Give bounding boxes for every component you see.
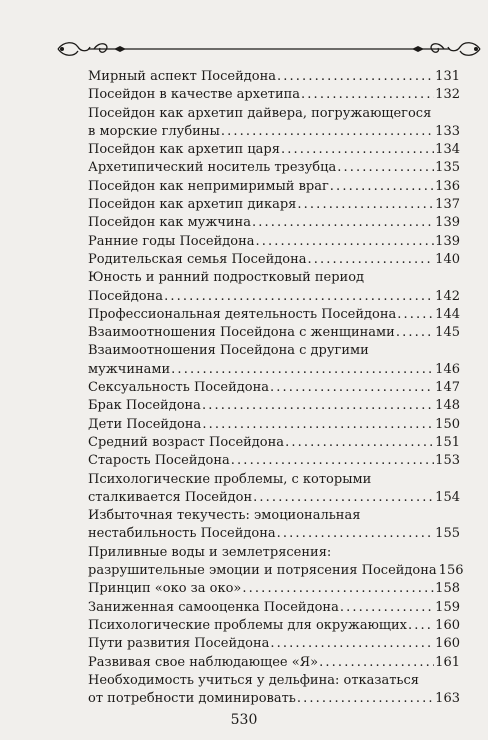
toc-page-number: 133 [435,123,460,139]
toc-page-number: 131 [435,69,460,84]
toc-entry-title: Посейдона [88,288,164,304]
toc-entry [88,434,460,452]
dot-leader [277,525,435,543]
toc-entry-line [88,361,460,379]
dot-leader [337,159,434,177]
toc-entry-line [88,654,460,672]
dot-leader [396,324,434,342]
toc-entry-line [88,178,460,196]
toc-entry [88,233,460,251]
toc-entry [88,105,460,142]
dot-leader [285,434,434,452]
toc-page-number: 139 [435,233,460,249]
toc-entry-title: Средний возраст Посейдона [88,434,285,450]
toc-entry-line [88,269,460,287]
toc-entry-line [88,507,460,525]
toc-entry-title: нестабильность Посейдона [88,526,276,542]
dot-leader [202,416,434,434]
toc-page-number: 154 [435,489,460,505]
dot-leader [281,141,434,159]
toc-entry-title: Развивая свое наблюдающее «Я» [88,654,319,670]
toc-entry-title: Избыточная текучесть: эмоциональная [88,508,361,524]
dot-leader [252,214,434,232]
toc-entry-title: в морские глубины [88,123,220,139]
dot-leader [256,233,435,251]
dot-leader [202,397,434,415]
toc-entry [88,178,460,196]
toc-entry [88,306,460,324]
toc-entry-title: от потребности доминировать [88,691,296,707]
toc-entry [88,617,460,635]
toc-entry-line [88,196,460,214]
toc-page-number: 144 [435,306,460,322]
toc-entry-line [88,233,460,251]
toc-entry-title: мужчинами [88,361,171,377]
toc-entry [88,452,460,470]
toc-entry-line [88,342,460,360]
dot-leader [308,251,435,269]
toc-entry-title: Посейдон как мужчина [88,215,251,231]
toc-entry-line [88,159,460,177]
dot-leader [319,654,434,672]
toc-entry-line [88,471,460,489]
dot-leader [231,452,434,470]
dot-leader [270,379,434,397]
toc-entry [88,159,460,177]
toc-entry-line [88,397,460,415]
toc-page-number: 150 [435,416,460,432]
toc-entry-title: Юность и ранний подростковый период [88,270,365,286]
toc-entry-line [88,416,460,434]
toc-page-number: 153 [435,453,460,469]
toc-page-number: 159 [435,599,460,615]
toc-entry-line [88,214,460,232]
toc-page-number: 160 [435,617,460,633]
toc-page-number: 142 [435,288,460,304]
toc-page-number: 136 [435,178,460,194]
toc-page-number: 137 [435,197,460,213]
toc-entry-line [88,86,460,104]
dot-leader [340,599,434,617]
toc-entry-line [88,123,460,141]
dot-leader [330,178,434,196]
dot-leader [253,489,434,507]
toc-entry-title: Мирный аспект Посейдона [88,69,276,84]
toc-entry [88,471,460,508]
dot-leader [297,690,434,708]
toc-entry-line [88,251,460,269]
toc-entry [88,251,460,269]
toc-page-number: 139 [435,215,460,231]
toc-entry-line [88,379,460,397]
toc-entry-title: разрушительные эмоции и потрясения Посейдона [88,563,437,579]
toc-entry [88,635,460,653]
flourish-divider-icon [54,34,484,64]
toc-entry-title: Родительская семья Посейдона [88,251,307,267]
toc-entry-title: Психологические проблемы для окружающих [88,617,407,633]
toc-entry-line [88,306,460,324]
toc-entry-line [88,580,460,598]
toc-page-number: 156 [438,563,464,579]
toc-entry [88,544,464,581]
toc-entry [88,342,460,379]
toc-entry [88,397,460,415]
toc-entry-line [88,617,460,635]
toc-entry-title: Психологические проблемы, с которыми [88,471,372,487]
toc-entry-title: Посейдон в качестве архетипа [88,87,301,103]
toc-entry [88,196,460,214]
toc-page-number: 148 [435,398,460,414]
toc-entry-line [88,489,460,507]
toc-entry-line [88,544,460,562]
toc-page-number: 140 [435,251,460,267]
dot-leader [242,580,434,598]
toc-entry-line [88,141,460,159]
toc-entry [88,416,460,434]
toc-page-number: 151 [435,434,460,450]
toc-entry-title: Старость Посейдона [88,453,230,469]
toc-entry-title: Приливные воды и землетрясения: [88,544,332,560]
toc-entry-line [88,525,460,543]
toc-entry-line [88,452,460,470]
toc-entry-line [88,562,464,580]
toc-entry-title: Принцип «око за око» [88,581,242,597]
toc-entry [88,599,460,617]
toc-entry [88,269,460,306]
toc-entry [88,324,460,342]
toc-entry-title: Посейдон как архетип царя [88,142,280,158]
toc-entry-title: Взаимоотношения Посейдона с другими [88,343,369,359]
toc-entry-title: Ранние годы Посейдона [88,233,255,249]
toc-entry [88,86,460,104]
toc-entry-title: Профессиональная деятельность Посейдона [88,306,397,322]
toc-entry [88,507,460,544]
toc-entry [88,214,460,232]
page-number: 530 [230,712,258,728]
toc-page-number: 145 [435,325,460,341]
dot-leader [397,306,434,324]
toc-entry [88,68,460,86]
toc-page-number: 161 [435,654,460,670]
toc-entry-line [88,690,460,708]
toc-entry-line [88,672,460,690]
toc-page-number: 146 [435,361,460,377]
toc-entry-line [88,434,460,452]
toc-entry-title: Заниженная самооценка Посейдона [88,599,339,615]
toc-entry-line [88,105,460,123]
toc-entry-title: Взаимоотношения Посейдона с женщинами [88,325,395,341]
toc-page-number: 134 [435,142,460,158]
toc-page-number: 158 [435,581,460,597]
toc-entry-title: Сексуальность Посейдона [88,380,270,396]
toc-entry-title: Посейдон как архетип дайвера, погружающегося [88,105,432,121]
dot-leader [221,123,434,141]
toc-entry-line [88,68,460,86]
dot-leader [171,361,434,379]
dot-leader [408,617,434,635]
toc-entry [88,580,460,598]
toc-entry-title: Пути развития Посейдона [88,636,270,652]
toc-page-number: 163 [435,691,460,707]
toc-entry-title: Посейдон как архетип дикаря [88,197,297,213]
dot-leader [297,196,434,214]
toc-page-number: 155 [435,526,460,542]
toc-entry-title: Дети Посейдона [88,416,202,432]
toc-entry-title: сталкивается Посейдон [88,489,253,505]
dot-leader [164,288,434,306]
table-of-contents [88,68,464,708]
dot-leader [270,635,434,653]
toc-entry [88,379,460,397]
toc-entry-title: Посейдон как непримиримый враг [88,178,329,194]
toc-entry-line [88,288,460,306]
toc-entry-line [88,599,460,617]
toc-entry-title: Архетипический носитель трезубца [88,160,337,176]
toc-entry-line [88,635,460,653]
toc-entry-title: Необходимость учиться у дельфина: отказаться [88,672,419,688]
toc-entry-title: Брак Посейдона [88,398,201,414]
toc-entry [88,654,460,672]
toc-page-number: 147 [435,380,460,396]
toc-entry [88,141,460,159]
toc-page-number: 132 [435,87,460,103]
dot-leader [277,68,434,86]
toc-page-number: 135 [435,160,460,176]
dot-leader [301,86,434,104]
toc-page-number: 160 [435,636,460,652]
toc-entry-line [88,324,460,342]
toc-entry [88,672,460,709]
